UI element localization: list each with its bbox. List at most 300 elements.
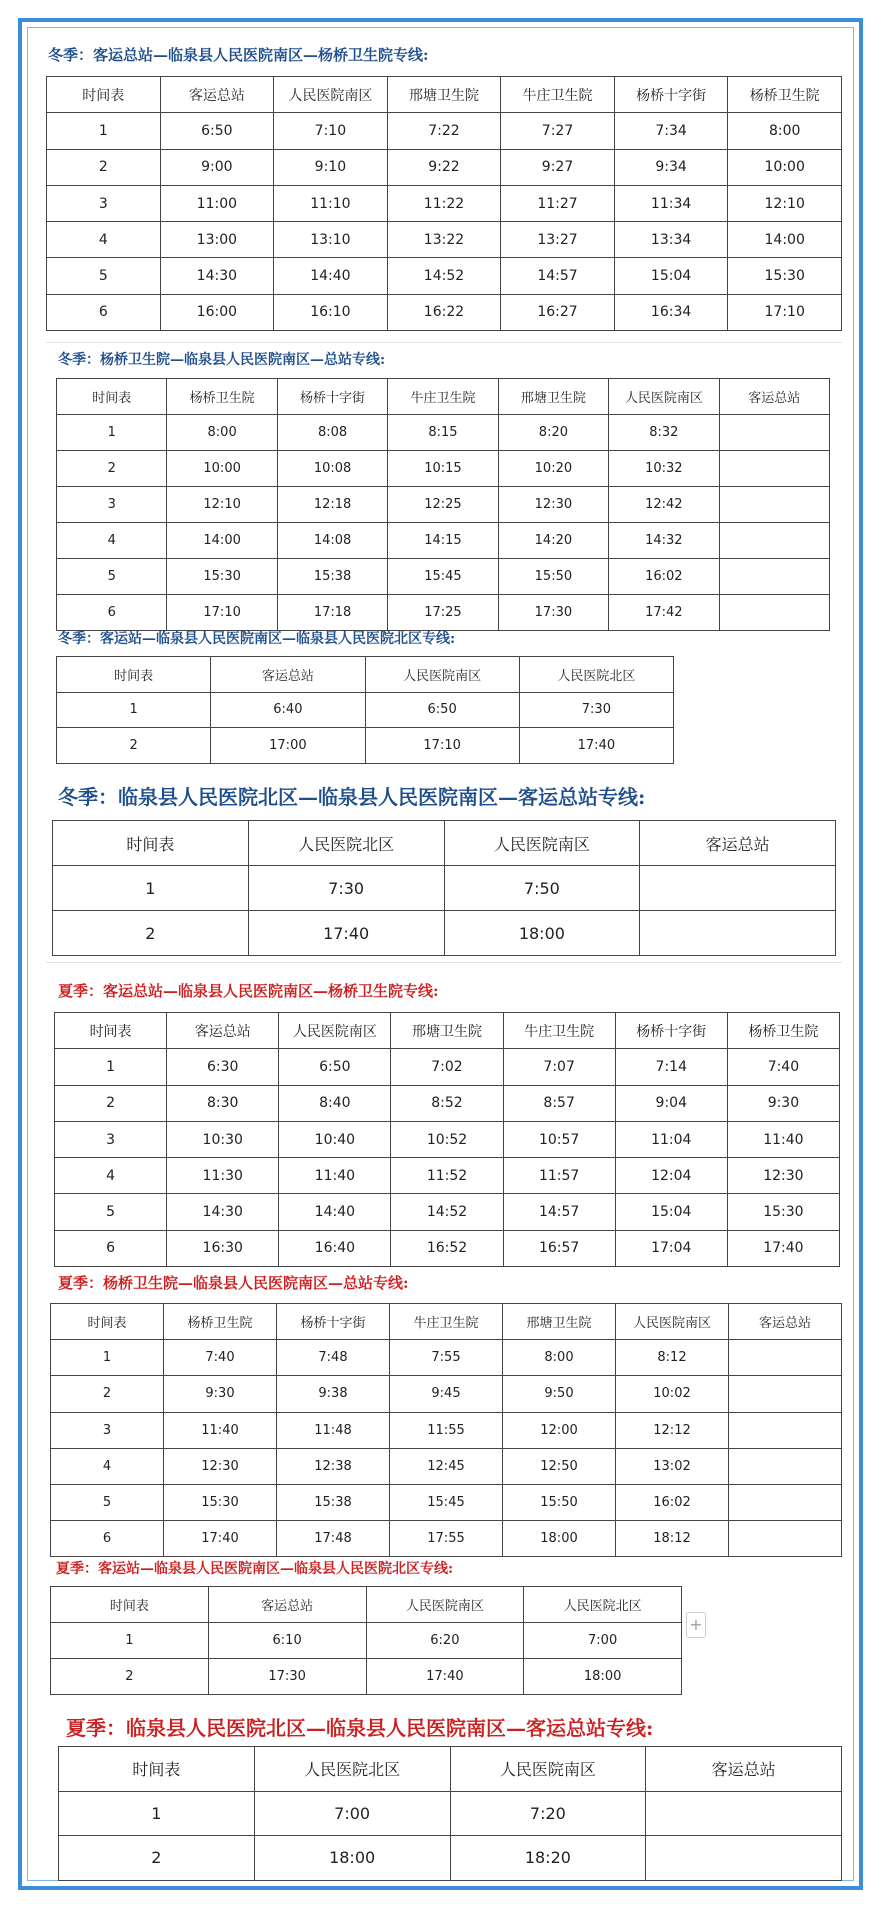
section-divider xyxy=(46,342,842,343)
time-cell: 17:40 xyxy=(248,911,444,956)
table-row xyxy=(57,487,830,523)
time-cell: 14:40 xyxy=(274,258,388,294)
time-cell: 10:15 xyxy=(388,451,498,487)
time-cell: 9:22 xyxy=(387,149,501,185)
table-header-row xyxy=(55,1013,840,1049)
time-cell: 15:50 xyxy=(498,559,608,595)
table-row xyxy=(47,113,842,149)
time-cell: 13:22 xyxy=(387,222,501,258)
column-header: 客运总站 xyxy=(640,821,836,866)
table-row xyxy=(51,1623,682,1659)
column-header: 人民医院南区 xyxy=(444,821,640,866)
section-divider xyxy=(46,962,842,963)
time-cell: 17:40 xyxy=(164,1521,277,1557)
time-cell: 13:10 xyxy=(274,222,388,258)
table-row xyxy=(57,523,830,559)
trip-number-cell: 2 xyxy=(59,1836,255,1881)
time-cell: 9:50 xyxy=(503,1376,616,1412)
winter-3-title: 冬季：客运站—临泉县人民医院南区—临泉县人民医院北区专线: xyxy=(58,631,456,647)
trip-number-cell: 3 xyxy=(51,1412,164,1448)
time-cell: 14:20 xyxy=(498,523,608,559)
time-cell: 11:57 xyxy=(503,1158,615,1194)
column-header: 牛庄卫生院 xyxy=(390,1304,503,1340)
winter-1-title: 冬季：客运总站—临泉县人民医院南区—杨桥卫生院专线: xyxy=(48,46,429,64)
time-cell: 8:32 xyxy=(609,415,719,451)
time-cell xyxy=(729,1484,842,1520)
trip-number-cell: 6 xyxy=(57,595,167,631)
table-row xyxy=(47,258,842,294)
column-header: 杨桥十字街 xyxy=(615,1013,727,1049)
time-cell: 15:38 xyxy=(277,1484,390,1520)
column-header: 邢塘卫生院 xyxy=(391,1013,503,1049)
time-cell: 11:30 xyxy=(167,1158,279,1194)
column-header: 时间表 xyxy=(51,1587,209,1623)
column-header: 客运总站 xyxy=(208,1587,366,1623)
time-cell: 16:34 xyxy=(614,294,728,330)
time-cell: 11:00 xyxy=(160,185,274,221)
trip-number-cell: 4 xyxy=(55,1158,167,1194)
time-cell: 8:00 xyxy=(728,113,842,149)
column-header: 牛庄卫生院 xyxy=(388,379,498,415)
column-header: 人民医院南区 xyxy=(450,1747,646,1792)
time-cell: 10:32 xyxy=(609,451,719,487)
table-header-row xyxy=(51,1304,842,1340)
table-header-row xyxy=(53,821,836,866)
time-cell: 11:40 xyxy=(727,1121,839,1157)
time-cell: 9:27 xyxy=(501,149,615,185)
column-header: 客运总站 xyxy=(167,1013,279,1049)
time-cell: 7:34 xyxy=(614,113,728,149)
time-cell: 8:20 xyxy=(498,415,608,451)
time-cell: 16:40 xyxy=(279,1230,391,1266)
column-header: 人民医院北区 xyxy=(248,821,444,866)
table-row xyxy=(51,1659,682,1695)
column-header: 人民医院北区 xyxy=(524,1587,682,1623)
time-cell: 7:00 xyxy=(254,1791,450,1836)
time-cell: 9:30 xyxy=(164,1376,277,1412)
trip-number-cell: 5 xyxy=(57,559,167,595)
time-cell: 11:10 xyxy=(274,185,388,221)
time-cell: 8:08 xyxy=(277,415,387,451)
time-cell: 18:00 xyxy=(503,1521,616,1557)
time-cell: 17:30 xyxy=(498,595,608,631)
time-cell: 11:55 xyxy=(390,1412,503,1448)
time-cell xyxy=(729,1448,842,1484)
time-cell: 7:07 xyxy=(503,1049,615,1085)
table-row xyxy=(51,1412,842,1448)
time-cell: 9:45 xyxy=(390,1376,503,1412)
time-cell: 16:30 xyxy=(167,1230,279,1266)
time-cell xyxy=(640,911,836,956)
table-row xyxy=(55,1158,840,1194)
time-cell: 7:30 xyxy=(519,692,673,728)
column-header: 杨桥卫生院 xyxy=(164,1304,277,1340)
time-cell: 12:10 xyxy=(167,487,277,523)
time-cell: 17:10 xyxy=(728,294,842,330)
column-header: 牛庄卫生院 xyxy=(503,1013,615,1049)
time-cell: 13:34 xyxy=(614,222,728,258)
time-cell: 10:00 xyxy=(167,451,277,487)
time-cell: 18:20 xyxy=(450,1836,646,1881)
table-row xyxy=(51,1448,842,1484)
time-cell: 7:40 xyxy=(727,1049,839,1085)
time-cell: 16:10 xyxy=(274,294,388,330)
time-cell: 12:25 xyxy=(388,487,498,523)
time-cell: 16:57 xyxy=(503,1230,615,1266)
trip-number-cell: 4 xyxy=(47,222,161,258)
table-row xyxy=(59,1791,842,1836)
trip-number-cell: 1 xyxy=(51,1623,209,1659)
time-cell: 17:00 xyxy=(211,728,365,764)
column-header: 时间表 xyxy=(47,77,161,113)
time-cell: 11:48 xyxy=(277,1412,390,1448)
time-cell: 17:10 xyxy=(365,728,519,764)
time-cell: 8:57 xyxy=(503,1085,615,1121)
time-cell: 16:27 xyxy=(501,294,615,330)
time-cell xyxy=(719,523,829,559)
trip-number-cell: 6 xyxy=(47,294,161,330)
time-cell: 11:52 xyxy=(391,1158,503,1194)
time-cell: 8:00 xyxy=(503,1340,616,1376)
time-cell: 9:00 xyxy=(160,149,274,185)
time-cell: 7:00 xyxy=(524,1623,682,1659)
time-cell: 11:34 xyxy=(614,185,728,221)
time-cell xyxy=(646,1791,842,1836)
table-row xyxy=(51,1376,842,1412)
time-cell: 14:08 xyxy=(277,523,387,559)
trip-number-cell: 1 xyxy=(55,1049,167,1085)
table-header-row xyxy=(57,657,674,693)
trip-number-cell: 2 xyxy=(55,1085,167,1121)
time-cell: 15:04 xyxy=(615,1194,727,1230)
table-row xyxy=(47,222,842,258)
column-header: 客运总站 xyxy=(160,77,274,113)
table-row xyxy=(55,1194,840,1230)
time-cell: 6:50 xyxy=(365,692,519,728)
time-cell: 7:50 xyxy=(444,866,640,911)
summer-2-title: 夏季：杨桥卫生院—临泉县人民医院南区—总站专线: xyxy=(58,1274,409,1292)
time-cell xyxy=(646,1836,842,1881)
table-row xyxy=(57,559,830,595)
time-cell: 16:00 xyxy=(160,294,274,330)
time-cell: 14:40 xyxy=(279,1194,391,1230)
column-header: 时间表 xyxy=(57,379,167,415)
time-cell: 12:18 xyxy=(277,487,387,523)
time-cell: 7:48 xyxy=(277,1340,390,1376)
time-cell: 12:00 xyxy=(503,1412,616,1448)
column-header: 人民医院南区 xyxy=(365,657,519,693)
time-cell: 17:55 xyxy=(390,1521,503,1557)
time-cell: 12:10 xyxy=(728,185,842,221)
time-cell xyxy=(729,1340,842,1376)
table-row xyxy=(55,1049,840,1085)
column-header: 杨桥卫生院 xyxy=(167,379,277,415)
time-cell xyxy=(729,1521,842,1557)
time-cell: 13:02 xyxy=(616,1448,729,1484)
table-row xyxy=(47,294,842,330)
trip-number-cell: 2 xyxy=(53,911,249,956)
time-cell: 12:50 xyxy=(503,1448,616,1484)
table-row xyxy=(57,728,674,764)
table-header-row xyxy=(59,1747,842,1792)
summer-3-timetable xyxy=(50,1586,682,1695)
time-cell: 16:52 xyxy=(391,1230,503,1266)
time-cell: 8:30 xyxy=(167,1085,279,1121)
time-cell: 6:50 xyxy=(160,113,274,149)
time-cell: 7:55 xyxy=(390,1340,503,1376)
winter-2-timetable xyxy=(56,378,830,631)
time-cell: 14:57 xyxy=(503,1194,615,1230)
table-row xyxy=(51,1340,842,1376)
column-header: 人民医院北区 xyxy=(254,1747,450,1792)
table-row xyxy=(53,911,836,956)
column-header: 人民医院北区 xyxy=(519,657,673,693)
time-cell: 15:30 xyxy=(728,258,842,294)
time-cell: 16:02 xyxy=(609,559,719,595)
column-header: 杨桥十字街 xyxy=(614,77,728,113)
time-cell: 7:40 xyxy=(164,1340,277,1376)
time-cell xyxy=(719,595,829,631)
time-cell: 6:50 xyxy=(279,1049,391,1085)
column-header: 杨桥十字街 xyxy=(277,379,387,415)
time-cell: 15:30 xyxy=(727,1194,839,1230)
time-cell xyxy=(719,451,829,487)
trip-number-cell: 5 xyxy=(47,258,161,294)
trip-number-cell: 1 xyxy=(59,1791,255,1836)
time-cell: 9:34 xyxy=(614,149,728,185)
table-row xyxy=(53,866,836,911)
summer-1-timetable xyxy=(54,1012,840,1267)
time-cell: 12:30 xyxy=(498,487,608,523)
trip-number-cell: 5 xyxy=(55,1194,167,1230)
time-cell: 14:52 xyxy=(391,1194,503,1230)
time-cell: 17:30 xyxy=(208,1659,366,1695)
trip-number-cell: 4 xyxy=(57,523,167,559)
time-cell: 9:38 xyxy=(277,1376,390,1412)
time-cell: 10:02 xyxy=(616,1376,729,1412)
table-row xyxy=(57,595,830,631)
column-header: 客运总站 xyxy=(729,1304,842,1340)
time-cell: 10:57 xyxy=(503,1121,615,1157)
time-cell: 8:52 xyxy=(391,1085,503,1121)
time-cell: 7:02 xyxy=(391,1049,503,1085)
column-header: 人民医院南区 xyxy=(279,1013,391,1049)
column-header: 时间表 xyxy=(51,1304,164,1340)
add-button[interactable]: + xyxy=(686,1612,706,1638)
table-row xyxy=(51,1521,842,1557)
time-cell: 17:42 xyxy=(609,595,719,631)
time-cell: 12:04 xyxy=(615,1158,727,1194)
time-cell: 11:04 xyxy=(615,1121,727,1157)
summer-4-timetable xyxy=(58,1746,842,1881)
time-cell: 18:12 xyxy=(616,1521,729,1557)
time-cell: 17:40 xyxy=(727,1230,839,1266)
table-header-row xyxy=(47,77,842,113)
time-cell xyxy=(729,1376,842,1412)
table-row xyxy=(57,692,674,728)
table-row xyxy=(57,415,830,451)
time-cell: 18:00 xyxy=(254,1836,450,1881)
time-cell: 7:14 xyxy=(615,1049,727,1085)
time-cell: 15:50 xyxy=(503,1484,616,1520)
time-cell: 7:20 xyxy=(450,1791,646,1836)
summer-1-title: 夏季：客运总站—临泉县人民医院南区—杨桥卫生院专线: xyxy=(58,982,439,1000)
column-header: 人民医院南区 xyxy=(616,1304,729,1340)
table-header-row xyxy=(51,1587,682,1623)
trip-number-cell: 2 xyxy=(57,728,211,764)
winter-4-timetable xyxy=(52,820,836,956)
time-cell: 8:40 xyxy=(279,1085,391,1121)
time-cell: 11:22 xyxy=(387,185,501,221)
column-header: 时间表 xyxy=(53,821,249,866)
trip-number-cell: 1 xyxy=(57,692,211,728)
trip-number-cell: 3 xyxy=(47,185,161,221)
time-cell: 10:20 xyxy=(498,451,608,487)
time-cell: 9:10 xyxy=(274,149,388,185)
time-cell: 10:40 xyxy=(279,1121,391,1157)
time-cell: 10:00 xyxy=(728,149,842,185)
time-cell xyxy=(719,487,829,523)
trip-number-cell: 5 xyxy=(51,1484,164,1520)
time-cell: 14:00 xyxy=(728,222,842,258)
table-row xyxy=(55,1121,840,1157)
trip-number-cell: 3 xyxy=(55,1121,167,1157)
column-header: 客运总站 xyxy=(719,379,829,415)
time-cell: 17:40 xyxy=(366,1659,524,1695)
trip-number-cell: 2 xyxy=(57,451,167,487)
time-cell: 14:30 xyxy=(160,258,274,294)
trip-number-cell: 2 xyxy=(47,149,161,185)
column-header: 客运总站 xyxy=(211,657,365,693)
table-row xyxy=(59,1836,842,1881)
column-header: 牛庄卫生院 xyxy=(501,77,615,113)
column-header: 邢塘卫生院 xyxy=(503,1304,616,1340)
column-header: 邢塘卫生院 xyxy=(498,379,608,415)
time-cell: 14:57 xyxy=(501,258,615,294)
time-cell: 7:27 xyxy=(501,113,615,149)
trip-number-cell: 2 xyxy=(51,1376,164,1412)
time-cell: 11:40 xyxy=(164,1412,277,1448)
column-header: 杨桥卫生院 xyxy=(727,1013,839,1049)
time-cell: 12:12 xyxy=(616,1412,729,1448)
time-cell: 7:30 xyxy=(248,866,444,911)
time-cell: 11:27 xyxy=(501,185,615,221)
table-row xyxy=(55,1230,840,1266)
time-cell: 18:00 xyxy=(444,911,640,956)
summer-4-title: 夏季：临泉县人民医院北区—临泉县人民医院南区—客运总站专线: xyxy=(66,1716,654,1740)
time-cell: 14:30 xyxy=(167,1194,279,1230)
time-cell: 15:04 xyxy=(614,258,728,294)
trip-number-cell: 4 xyxy=(51,1448,164,1484)
time-cell xyxy=(640,866,836,911)
time-cell: 15:45 xyxy=(390,1484,503,1520)
time-cell: 16:22 xyxy=(387,294,501,330)
time-cell: 16:02 xyxy=(616,1484,729,1520)
column-header: 杨桥卫生院 xyxy=(728,77,842,113)
time-cell: 18:00 xyxy=(524,1659,682,1695)
column-header: 时间表 xyxy=(55,1013,167,1049)
time-cell: 15:30 xyxy=(167,559,277,595)
time-cell: 17:25 xyxy=(388,595,498,631)
trip-number-cell: 2 xyxy=(51,1659,209,1695)
time-cell xyxy=(719,415,829,451)
time-cell: 12:30 xyxy=(727,1158,839,1194)
time-cell: 11:40 xyxy=(279,1158,391,1194)
trip-number-cell: 3 xyxy=(57,487,167,523)
time-cell: 12:42 xyxy=(609,487,719,523)
time-cell: 10:30 xyxy=(167,1121,279,1157)
time-cell: 9:04 xyxy=(615,1085,727,1121)
time-cell: 8:00 xyxy=(167,415,277,451)
time-cell: 7:22 xyxy=(387,113,501,149)
time-cell: 15:30 xyxy=(164,1484,277,1520)
trip-number-cell: 6 xyxy=(51,1521,164,1557)
column-header: 时间表 xyxy=(57,657,211,693)
time-cell: 14:52 xyxy=(387,258,501,294)
winter-2-title: 冬季：杨桥卫生院—临泉县人民医院南区—总站专线: xyxy=(58,352,386,368)
column-header: 人民医院南区 xyxy=(366,1587,524,1623)
trip-number-cell: 1 xyxy=(57,415,167,451)
column-header: 客运总站 xyxy=(646,1747,842,1792)
winter-3-timetable xyxy=(56,656,674,764)
table-row xyxy=(57,451,830,487)
time-cell: 8:15 xyxy=(388,415,498,451)
time-cell: 17:18 xyxy=(277,595,387,631)
trip-number-cell: 6 xyxy=(55,1230,167,1266)
column-header: 邢塘卫生院 xyxy=(387,77,501,113)
time-cell: 13:27 xyxy=(501,222,615,258)
time-cell: 17:40 xyxy=(519,728,673,764)
table-row xyxy=(47,185,842,221)
time-cell: 17:04 xyxy=(615,1230,727,1266)
time-cell: 14:32 xyxy=(609,523,719,559)
time-cell: 17:48 xyxy=(277,1521,390,1557)
table-row xyxy=(47,149,842,185)
time-cell: 6:40 xyxy=(211,692,365,728)
time-cell: 8:12 xyxy=(616,1340,729,1376)
time-cell: 15:38 xyxy=(277,559,387,595)
table-header-row xyxy=(57,379,830,415)
time-cell: 12:38 xyxy=(277,1448,390,1484)
winter-4-title: 冬季：临泉县人民医院北区—临泉县人民医院南区—客运总站专线: xyxy=(58,785,646,809)
time-cell: 13:00 xyxy=(160,222,274,258)
time-cell: 10:52 xyxy=(391,1121,503,1157)
column-header: 人民医院南区 xyxy=(274,77,388,113)
time-cell: 15:45 xyxy=(388,559,498,595)
summer-3-title: 夏季：客运站—临泉县人民医院南区—临泉县人民医院北区专线: xyxy=(56,1561,454,1577)
trip-number-cell: 1 xyxy=(51,1340,164,1376)
column-header: 人民医院南区 xyxy=(609,379,719,415)
table-row xyxy=(55,1085,840,1121)
table-row xyxy=(51,1484,842,1520)
time-cell: 14:15 xyxy=(388,523,498,559)
time-cell: 10:08 xyxy=(277,451,387,487)
time-cell: 9:30 xyxy=(727,1085,839,1121)
trip-number-cell: 1 xyxy=(47,113,161,149)
time-cell: 7:10 xyxy=(274,113,388,149)
trip-number-cell: 1 xyxy=(53,866,249,911)
time-cell: 14:00 xyxy=(167,523,277,559)
time-cell: 6:30 xyxy=(167,1049,279,1085)
time-cell: 6:20 xyxy=(366,1623,524,1659)
time-cell xyxy=(729,1412,842,1448)
winter-1-timetable xyxy=(46,76,842,331)
column-header: 杨桥十字街 xyxy=(277,1304,390,1340)
summer-2-timetable xyxy=(50,1303,842,1557)
time-cell: 17:10 xyxy=(167,595,277,631)
time-cell: 12:30 xyxy=(164,1448,277,1484)
time-cell xyxy=(719,559,829,595)
